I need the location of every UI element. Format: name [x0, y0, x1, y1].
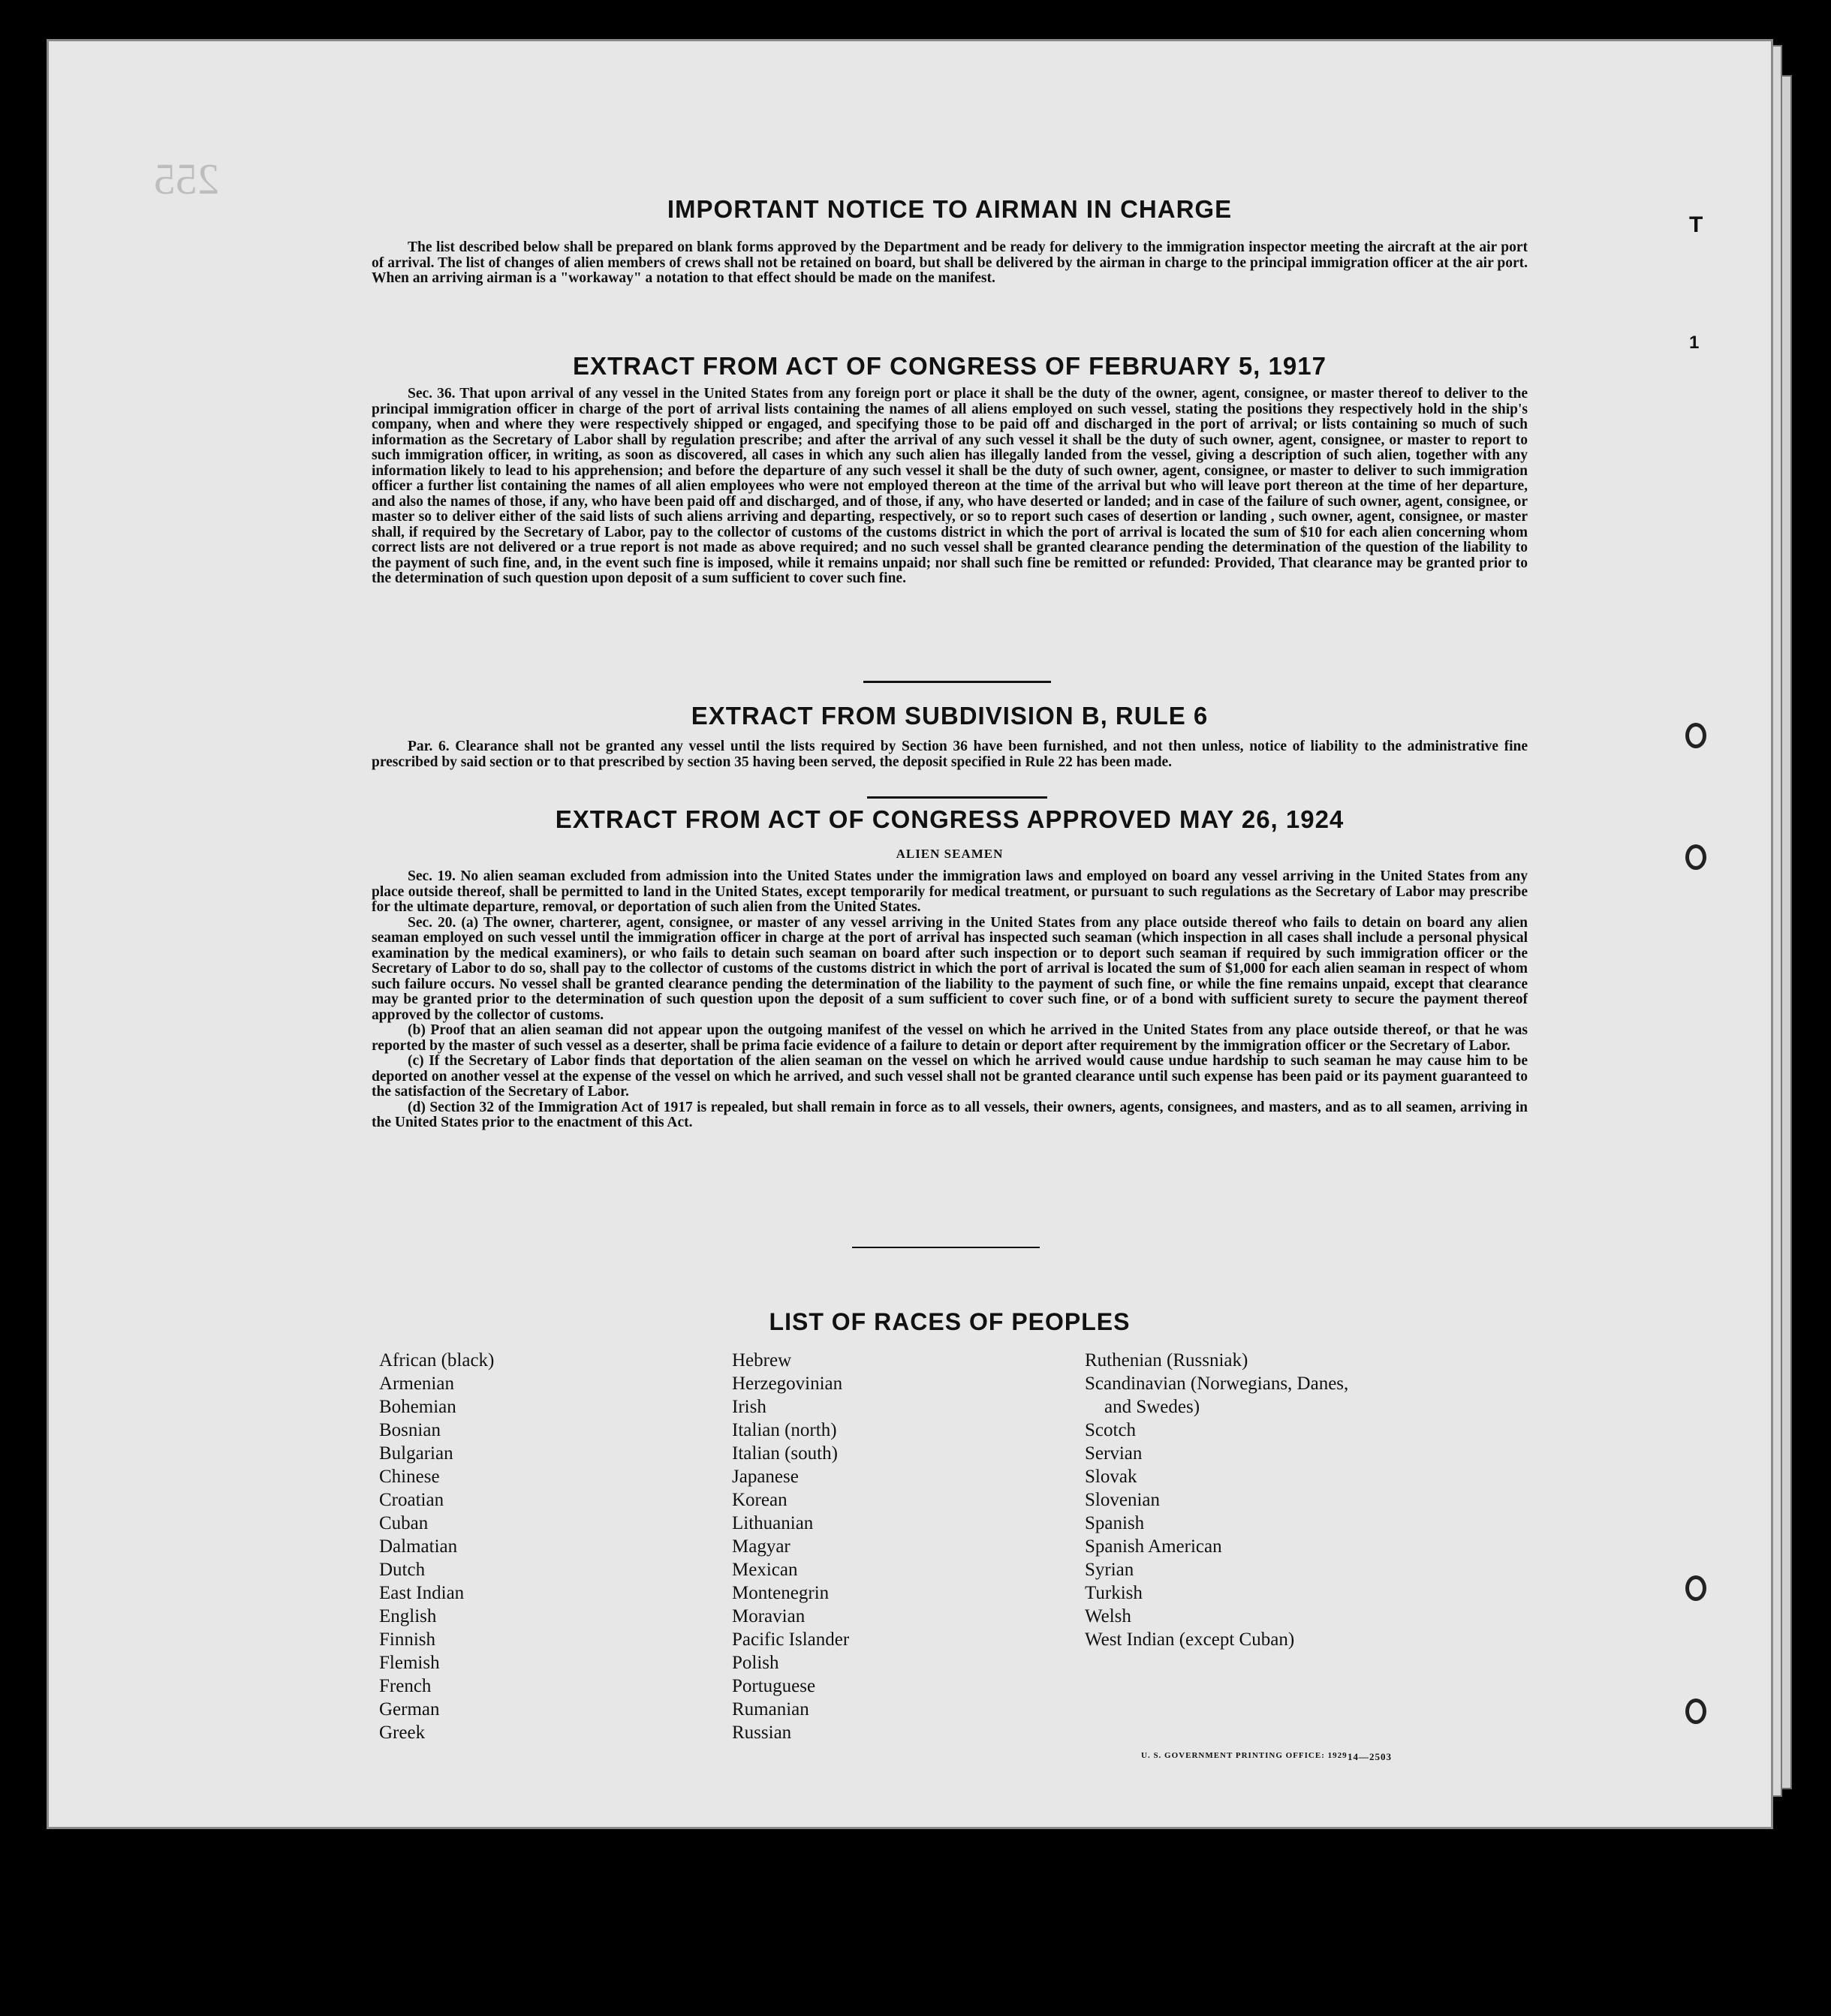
- race-item: Lithuanian: [732, 1513, 814, 1533]
- alien-seamen-subtitle: ALIEN SEAMEN: [896, 847, 1004, 861]
- race-item: Moravian: [732, 1606, 806, 1626]
- binder-hole: [1685, 1699, 1706, 1724]
- race-item: Ruthenian (Russniak): [1085, 1350, 1248, 1371]
- race-item: Flemish: [379, 1653, 440, 1673]
- race-item: Greek: [379, 1723, 426, 1743]
- race-item: Croatian: [379, 1490, 444, 1510]
- race-item: English: [379, 1606, 437, 1626]
- section-20b: (b) Proof that an alien seaman did not appear upon the outgoing manifest of the vessel on which he arrived in the United States from any place outside thereof, or that he was reported by the master of such vessel as a deserter, shall be prima facie evidence of a failure to detain or deport after requirement by the immigration officer or the Secretary of Labor.: [372, 1022, 1528, 1054]
- rule-6-title: EXTRACT FROM SUBDIVISION B, RULE 6: [691, 702, 1209, 730]
- race-item: French: [379, 1676, 432, 1696]
- race-item: Turkish: [1085, 1583, 1143, 1603]
- form-number: 14—2503: [1348, 1751, 1392, 1762]
- section-20a: Sec. 20. (a) The owner, charterer, agent, consignee, or master of any vessel arriving in the United States from any place outside thereof who fails to detain on board any alien seaman employed on such vessel until the immigration officer in charge at the port of arrival has inspected such seaman (which inspection in all cases shall include a personal physical examination by the medical examiners), or who fails to detain such seaman on board after such inspection or to deport such seaman if required by such immigration officer or the Secretary of Labor to do so, shall pay to the collector of customs of the customs district in which the port of arrival is located the sum of $1,000 for each alien seaman in respect of whom such failure occurs. No vessel shall be granted clearance pending the determination of the liability to the payment of such fine, or while the fine remains unpaid, except that clearance may be granted prior to the determination of such question upon the deposit of a sum sufficient to cover such fine, or of a bond with sufficient surety to secure the payment thereof approved by the collector of customs.: [372, 914, 1528, 1023]
- act-1924-text: [372, 869, 1528, 1131]
- race-item: Syrian: [1085, 1560, 1134, 1580]
- race-item: Welsh: [1085, 1606, 1131, 1626]
- notice-paragraph: The list described below shall be prepared on blank forms approved by the Department and be ready for delivery to the immigration inspector meeting the aircraft at the air port of arrival. The list of changes of alien members of crews shall not be retained on board, but shall be delivered by the airman in charge to the principal immigration officer at the air port. When an arriving airman is a "workaway" a notation to that effect should be made on the manifest.: [372, 239, 1528, 286]
- divider: [852, 1247, 1040, 1248]
- race-item: Magyar: [732, 1536, 791, 1557]
- printer-imprint: U. S. GOVERNMENT PRINTING OFFICE: 1929: [1141, 1751, 1348, 1760]
- section-19: Sec. 19. No alien seaman excluded from admission into the United States under the immigration laws and employed on board any vessel arriving in the United States from any place outside thereof, shall be permitted to land in the United States, except temporarily for medical treatment, or pursuant to such regulations as the Secretary of Labor may prescribe for the ultimate departure, removal, or deportation of such alien from the United States.: [372, 868, 1528, 915]
- race-item: Cuban: [379, 1513, 429, 1533]
- race-item: Montenegrin: [732, 1583, 830, 1603]
- binder-hole: [1685, 844, 1706, 870]
- race-item: Scotch: [1085, 1420, 1137, 1440]
- race-item: Italian (north): [732, 1420, 837, 1440]
- race-item: Pacific Islander: [732, 1629, 850, 1650]
- binder-hole: [1685, 1575, 1706, 1601]
- race-item: Dalmatian: [379, 1536, 458, 1557]
- races-column-3: [1085, 1349, 1348, 1651]
- section-20c: (c) If the Secretary of Labor finds that deportation of the alien seaman on the vessel on which he arrived would cause undue hardship to such seaman he may cause him to be deported on another vessel at the expense of the vessel on which he arrived, and such vessel shall not be granted clearance until such expense has been paid or its payment guaranteed to the satisfaction of the Secretary of Labor.: [372, 1053, 1528, 1100]
- race-item: African (black): [379, 1350, 495, 1371]
- race-item: Portuguese: [732, 1676, 816, 1696]
- bleed-through-page-number: 255: [154, 155, 219, 203]
- race-item: Slovenian: [1085, 1490, 1160, 1510]
- race-item: Slovak: [1085, 1467, 1137, 1487]
- race-item: Finnish: [379, 1629, 436, 1650]
- act-1917-section-36: Sec. 36. That upon arrival of any vessel in the United States from any foreign port or place it shall be the duty of the owner, agent, consignee, or master thereof to deliver to the principal immigration officer in charge of the port of arrival lists containing the names of all aliens employed on such vessel, stating the positions they respectively hold in the ship's company, when and where they were respectively shipped or engaged, and specifying those to be paid off and discharged in the port of arrival; or lists containing so much of such information as the Secretary of Labor shall by regulation prescribe; and after the arrival of any such vessel it shall be the duty of such owner, agent, consignee, or master to report to such immigration officer, in writing, as soon as discovered, all cases in which any such alien has illegally landed from the vessel, giving a description of such alien, together with any information likely to lead to his apprehension; and before the departure of any such vessel it shall be the duty of such owner, agent, consignee, or master to deliver to such immigration officer a further list containing the names of all alien employees who were not employed thereon at the time of the arrival but who will leave port thereon at the time of her departure, and also the names of those, if any, who have been paid off and discharged, and of those, if any, who have deserted or landed; and in case of the failure of such owner, agent, consignee, or master so to deliver either of the said lists of such aliens arriving and departing, respectively, or so to report such cases of desertion or landing , such owner, agent, consignee, or master shall, if required by the Secretary of Labor, pay to the collector of customs of the customs district in which the port of arrival is located the sum of $10 for each alien concerning whom correct lists are not delivered or a true report is not made as above required; and no such vessel shall be granted clearance pending the determination of the question of the liability to the payment of such fine, and, in the event such fine is imposed, while it remains unpaid; nor shall such fine be remitted or refunded: Provided, That clearance may be granted prior to the determination of such question upon deposit of a sum sufficient to cover such fine.: [372, 386, 1528, 586]
- act-1917-text: [372, 387, 1528, 587]
- notice-text: [372, 240, 1528, 287]
- act-1924-title: EXTRACT FROM ACT OF CONGRESS APPROVED MAY 26, 1924: [555, 805, 1345, 833]
- race-item: East Indian: [379, 1583, 465, 1603]
- margin-mark: T: [1689, 212, 1703, 237]
- race-item: Scandinavian (Norwegians, Danes,: [1085, 1374, 1349, 1394]
- race-item: Bosnian: [379, 1420, 441, 1440]
- race-item: Japanese: [732, 1467, 799, 1487]
- race-item: Italian (south): [732, 1443, 838, 1464]
- divider: [863, 681, 1051, 683]
- race-item: Korean: [732, 1490, 788, 1510]
- rule-6-text: [372, 739, 1528, 770]
- section-20d: (d) Section 32 of the Immigration Act of 1917 is repealed, but shall remain in force as to all vessels, their owners, agents, consignees, and masters, and as to all seamen, arriving in the United States prior to the enactment of this Act.: [372, 1099, 1528, 1130]
- race-item: Servian: [1085, 1443, 1143, 1464]
- race-item: and Swedes): [1104, 1397, 1200, 1417]
- divider: [867, 796, 1047, 799]
- race-item: Dutch: [379, 1560, 426, 1580]
- race-item: Spanish: [1085, 1513, 1145, 1533]
- races-column-1: [379, 1349, 494, 1744]
- race-item: Polish: [732, 1653, 779, 1673]
- rule-6-paragraph: Par. 6. Clearance shall not be granted any vessel until the lists required by Section 36 have been furnished, and not then unless, notice of liability to the administrative fine prescribed by said section or to that prescribed by section 35 having been served, the deposit specified in Rule 22 has been made.: [372, 739, 1528, 770]
- race-item: Bohemian: [379, 1397, 456, 1417]
- race-item: Mexican: [732, 1560, 798, 1580]
- race-item: Chinese: [379, 1467, 440, 1487]
- binder-hole: [1685, 723, 1706, 748]
- act-1917-title: EXTRACT FROM ACT OF CONGRESS OF FEBRUARY 5, 1917: [573, 352, 1327, 380]
- race-item: Russian: [732, 1723, 792, 1743]
- document-page: [47, 39, 1773, 1829]
- races-title: LIST OF RACES OF PEOPLES: [769, 1308, 1131, 1335]
- race-item: Herzegovinian: [732, 1374, 843, 1394]
- notice-title: IMPORTANT NOTICE TO AIRMAN IN CHARGE: [667, 195, 1233, 223]
- race-item: Spanish American: [1085, 1536, 1222, 1557]
- margin-mark: 1: [1689, 332, 1700, 353]
- race-item: Bulgarian: [379, 1443, 453, 1464]
- races-column-2: [732, 1349, 849, 1744]
- race-item: Hebrew: [732, 1350, 792, 1371]
- race-item: Irish: [732, 1397, 766, 1417]
- race-item: Rumanian: [732, 1699, 809, 1720]
- race-item: West Indian (except Cuban): [1085, 1629, 1295, 1650]
- race-item: Armenian: [379, 1374, 454, 1394]
- race-item: German: [379, 1699, 440, 1720]
